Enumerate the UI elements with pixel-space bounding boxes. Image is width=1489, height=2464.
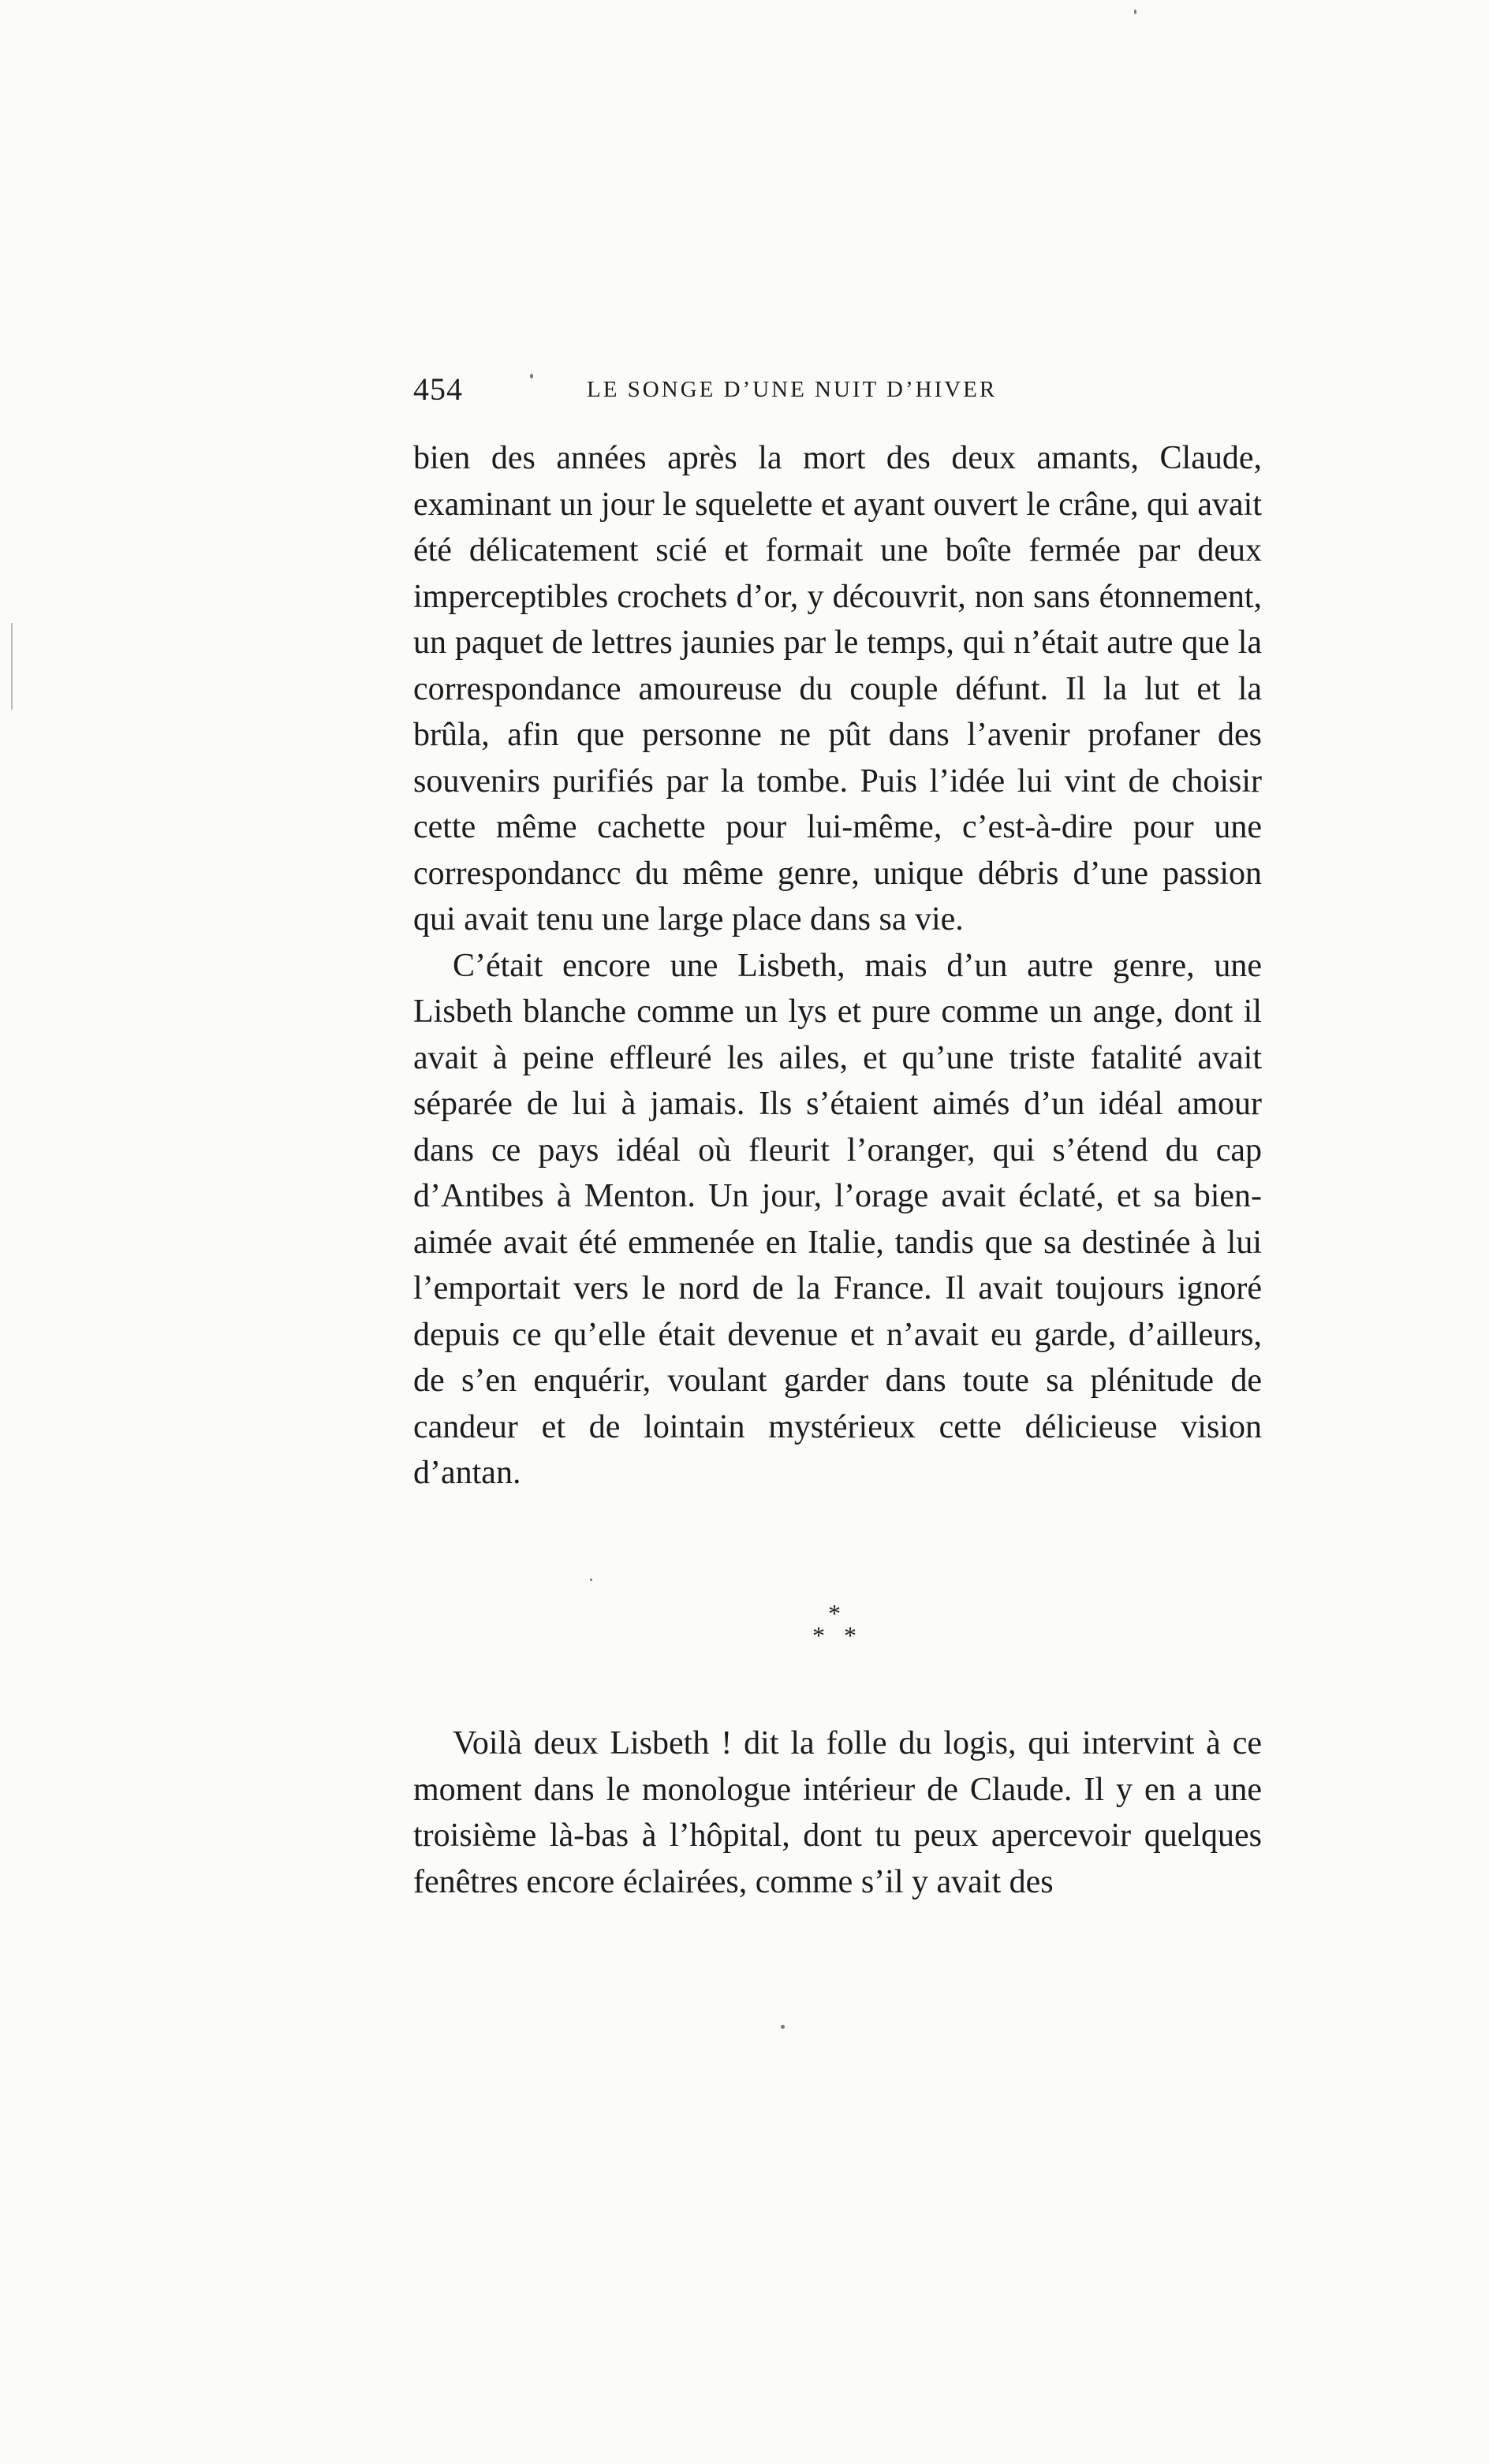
- scan-speck: [530, 374, 533, 378]
- scan-speck: [1134, 9, 1136, 14]
- running-title: LE SONGE D’UNE NUIT D’HIVER: [587, 377, 998, 402]
- asterism-star-top: *: [828, 1599, 841, 1627]
- scan-speck: [781, 2025, 785, 2029]
- paragraph-folle-du-logis: Voilà deux Lisbeth ! dit la folle du logis, qui intervint à ce moment dans le monologue intérieur de Claude. Il y en a une troisième là-bas à l’hôpital, dont tu peux apercevoir quelques fenêtres encore éclairées, comme s’il y avait des: [413, 1725, 1262, 1900]
- paragraph-lisbeth: C’était encore une Lisbeth, mais d’un autre genre, une Lisbeth blanche comme un lys et pure comme un ange, dont il avait à peine effleuré les ailes, et qu’une triste fatalité avait séparée de lui à jamais. Ils s’étaient aimés d’un idéal amour dans ce pays idéal où fleurit l’oranger, qui s’étend du cap d’Antibes à Menton. Un jour, l’orage avait éclaté, et sa bien-aimée avait été emmenée en Italie, tandis que sa destinée à lui l’emportait vers le nord de la France. Il avait toujours ignoré depuis ce qu’elle était devenue et n’avait eu garde, d’ailleurs, de s’en enquérir, voulant garder dans toute sa plénitude de candeur et de lointain mystérieux cette délicieuse vision d’antan.: [413, 947, 1262, 1491]
- scan-speck: [11, 623, 13, 710]
- section-break-asterism: [804, 1601, 875, 1656]
- page-number: 454: [413, 371, 463, 407]
- paragraph-continuation: bien des années après la mort des deux amants, Claude, examinant un jour le squelette et ayant ouvert le crâne, qui avait été délicatement scié et formait une boîte fermée par deux imperceptibles crochets d’or, y découvrit, non sans étonnement, un paquet de lettres jaunies par le temps, qui n’était autre que la correspondance amoureuse du couple défunt. Il la lut et la brûla, afin que personne ne pût dans l’avenir profaner des souvenirs purifiés par la tombe. Puis l’idée lui vint de choisir cette même cachette pour lui-même, c’est-à-dire pour une correspondancc du même genre, unique débris d’une passion qui avait tenu une large place dans sa vie.: [413, 440, 1262, 938]
- main-text: [413, 435, 1262, 1497]
- scan-speck: [590, 1579, 592, 1581]
- asterism-star-right: *: [844, 1621, 856, 1650]
- section-text: [413, 1720, 1262, 1905]
- running-head: [413, 371, 1262, 418]
- asterism-star-left: *: [812, 1621, 825, 1650]
